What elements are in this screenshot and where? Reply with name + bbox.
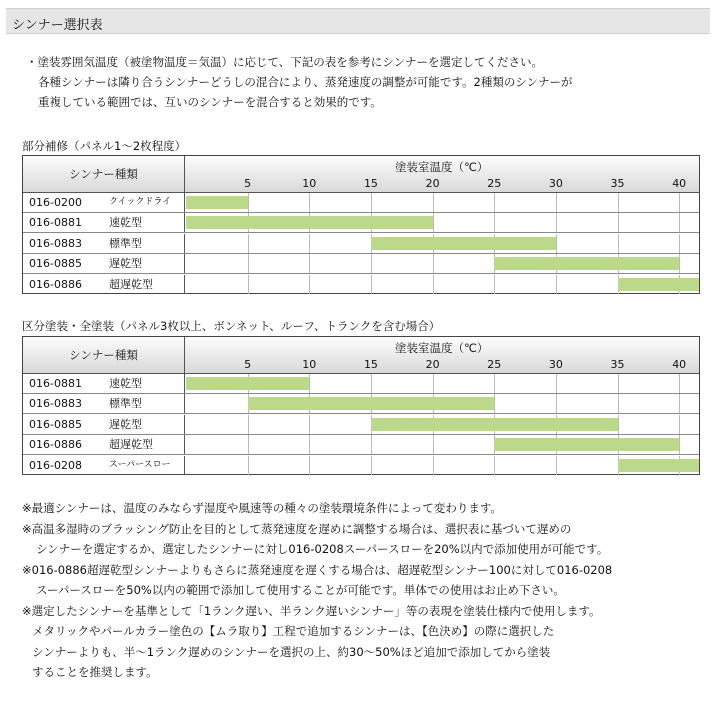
grid-line — [371, 193, 372, 212]
tick-label: 40 — [672, 358, 687, 371]
grid-line — [248, 275, 249, 294]
grid-line — [371, 435, 372, 454]
grid-line — [556, 213, 557, 232]
row-label — [23, 394, 185, 413]
grid-line — [248, 193, 249, 212]
grid-line — [494, 193, 495, 212]
table-header — [23, 337, 699, 374]
grid-line — [248, 415, 249, 434]
note-line: ※高温多湿時のブラッシング防止を目的として蒸発速度を遅めに調整する場合は、選択表に基づいて遅めの — [22, 521, 572, 536]
grid-line — [618, 213, 619, 232]
grid-line — [679, 374, 680, 393]
grid-line — [494, 374, 495, 393]
note-line: することを推奨します。 — [32, 665, 158, 679]
tick-label: 25 — [487, 177, 502, 190]
tick-label: 15 — [363, 358, 378, 371]
chart-table-partial — [22, 155, 700, 294]
thinner-type: スーパースロー — [109, 459, 171, 470]
intro-text — [26, 52, 573, 112]
intro-line: 重複している範囲では、互いのシンナーを混合すると効果的です。 — [38, 95, 382, 109]
thinner-type: 標準型 — [109, 397, 142, 411]
table-row — [23, 394, 699, 414]
column-header: シンナー種類 — [23, 337, 185, 373]
thinner-type: 遅乾型 — [109, 417, 142, 431]
grid-line — [556, 234, 557, 253]
section-title-full: 区分塗装・全塗装（パネル3枚以上、ボンネット、ルーフ、トランクを含む場合） — [22, 319, 441, 333]
row-label — [23, 415, 185, 434]
thinner-code: 016-0881 — [29, 377, 82, 390]
notes — [22, 498, 612, 683]
tick-label: 20 — [425, 358, 440, 371]
row-label — [23, 435, 185, 454]
temperature-range-bar — [494, 438, 679, 451]
grid-line — [618, 234, 619, 253]
axis-label: 塗装室温度（℃） — [395, 160, 489, 174]
temperature-range-bar — [618, 278, 699, 291]
grid-line — [679, 435, 680, 454]
table-header — [23, 156, 699, 193]
grid-line — [494, 275, 495, 294]
grid-line — [371, 275, 372, 294]
title-bar — [6, 8, 710, 34]
tick-label: 25 — [487, 358, 502, 371]
grid-line — [309, 234, 310, 253]
grid-line — [494, 394, 495, 413]
thinner-type: 速乾型 — [109, 216, 142, 230]
table-row — [23, 275, 699, 295]
thinner-code: 016-0886 — [29, 438, 82, 452]
thinner-code: 016-0885 — [29, 257, 82, 271]
tick-label: 35 — [610, 177, 625, 190]
chart-table-full — [22, 336, 700, 475]
grid-line — [679, 394, 680, 413]
thinner-code: 016-0886 — [29, 277, 82, 291]
grid-line — [248, 435, 249, 454]
intro-line: 各種シンナーは隣り合うシンナーどうしの混合により、蒸発速度の調整が可能です。2種類のシンナーが — [38, 75, 573, 89]
row-label — [23, 275, 185, 294]
temperature-range-bar — [494, 257, 679, 270]
tick-label: 20 — [425, 177, 440, 190]
thinner-type: 遅乾型 — [109, 257, 142, 271]
tick-label: 40 — [672, 177, 687, 190]
grid-line — [556, 394, 557, 413]
grid-line — [618, 193, 619, 212]
grid-line — [556, 374, 557, 393]
grid-line — [433, 193, 434, 212]
temperature-range-bar — [248, 397, 495, 410]
thinner-type: 標準型 — [109, 236, 142, 250]
row-label — [23, 456, 185, 475]
temperature-range-bar — [186, 377, 309, 390]
grid-line — [309, 193, 310, 212]
row-label — [23, 234, 185, 253]
table-row — [23, 415, 699, 435]
grid-line — [309, 275, 310, 294]
temperature-range-bar — [371, 418, 618, 431]
tick-label: 35 — [610, 358, 625, 371]
temperature-range-bar — [186, 196, 248, 209]
temperature-range-bar — [618, 459, 699, 472]
thinner-type: 速乾型 — [109, 377, 142, 390]
thinner-type: クイックドライ — [109, 197, 172, 207]
page-title: シンナー選択表 — [12, 18, 103, 33]
thinner-type: 超遅乾型 — [109, 438, 153, 452]
row-label — [23, 254, 185, 273]
temperature-range-bar — [186, 216, 433, 229]
temperature-range-bar — [371, 237, 556, 250]
grid-line — [618, 415, 619, 434]
grid-line — [309, 456, 310, 475]
note-line: ※最適シンナーは、温度のみならず湿度や風速等の種々の塗装環境条件によって変わります。 — [22, 501, 502, 515]
thinner-code: 016-0200 — [29, 196, 82, 209]
axis-label: 塗装室温度（℃） — [395, 341, 489, 355]
grid-line — [248, 254, 249, 273]
grid-line — [618, 394, 619, 413]
row-label — [23, 193, 185, 212]
table-row — [23, 374, 699, 394]
table-row — [23, 234, 699, 254]
thinner-code: 016-0208 — [29, 458, 82, 472]
grid-line — [679, 415, 680, 434]
grid-line — [433, 435, 434, 454]
grid-line — [679, 254, 680, 273]
thinner-code: 016-0885 — [29, 417, 82, 431]
intro-line: ・塗装雰囲気温度（被塗物温度＝気温）に応じて、下記の表を参考にシンナーを選定してください。 — [26, 55, 543, 69]
table-row — [23, 193, 699, 213]
tick-label: 10 — [302, 177, 317, 190]
grid-line — [309, 254, 310, 273]
grid-line — [494, 456, 495, 475]
note-line: シンナーを選定するか、選定したシンナーに対し016-0208スーパースローを20%以内で添加使用が可能です。 — [36, 542, 609, 556]
grid-line — [433, 213, 434, 232]
tick-label: 5 — [244, 177, 252, 190]
note-line: ※016-0886超遅乾型シンナーよりもさらに蒸発速度を遅くする場合は、超遅乾型シンナー100に対して016-0208 — [22, 562, 613, 577]
grid-line — [433, 374, 434, 393]
grid-line — [679, 193, 680, 212]
table-row — [23, 213, 699, 233]
grid-line — [433, 456, 434, 475]
grid-line — [433, 254, 434, 273]
grid-line — [556, 275, 557, 294]
row-label — [23, 213, 185, 232]
grid-line — [309, 374, 310, 393]
note-line: シンナーよりも、半〜1ランク遅めのシンナーを選択の上、約30〜50%ほど追加で添加してから塗装 — [32, 644, 551, 659]
grid-line — [679, 213, 680, 232]
note-line: ※選定したシンナーを基準として「1ランク遅い、半ランク遅いシンナー」等の表現を塗装仕様内で使用します。 — [22, 603, 601, 618]
thinner-code: 016-0883 — [29, 236, 82, 250]
grid-line — [494, 213, 495, 232]
tick-label: 15 — [363, 177, 378, 190]
grid-line — [618, 374, 619, 393]
table-row — [23, 254, 699, 274]
note-line: スーパースローを50%以内の範囲で添加して使用することが可能です。単体での使用はお止め下さい。 — [36, 583, 565, 597]
grid-line — [556, 193, 557, 212]
grid-line — [309, 435, 310, 454]
thinner-code: 016-0881 — [29, 216, 82, 230]
column-header: シンナー種類 — [23, 156, 185, 192]
tick-label: 30 — [548, 358, 563, 371]
section-title-partial: 部分補修（パネル1〜2枚程度） — [22, 139, 187, 153]
tick-label: 5 — [244, 358, 252, 371]
grid-line — [309, 415, 310, 434]
grid-line — [371, 374, 372, 393]
table-row — [23, 435, 699, 455]
thinner-code: 016-0883 — [29, 397, 82, 411]
grid-line — [248, 234, 249, 253]
note-line: メタリックやパールカラー塗色の【ムラ取り】工程で追加するシンナーは、【色決め】の際に選択した — [32, 624, 555, 638]
grid-line — [679, 234, 680, 253]
grid-line — [556, 456, 557, 475]
row-label — [23, 374, 185, 393]
thinner-type: 超遅乾型 — [109, 277, 153, 291]
grid-line — [371, 456, 372, 475]
grid-line — [248, 456, 249, 475]
tick-label: 30 — [548, 177, 563, 190]
grid-line — [433, 275, 434, 294]
tick-label: 10 — [302, 358, 317, 371]
grid-line — [371, 254, 372, 273]
table-row — [23, 456, 699, 476]
